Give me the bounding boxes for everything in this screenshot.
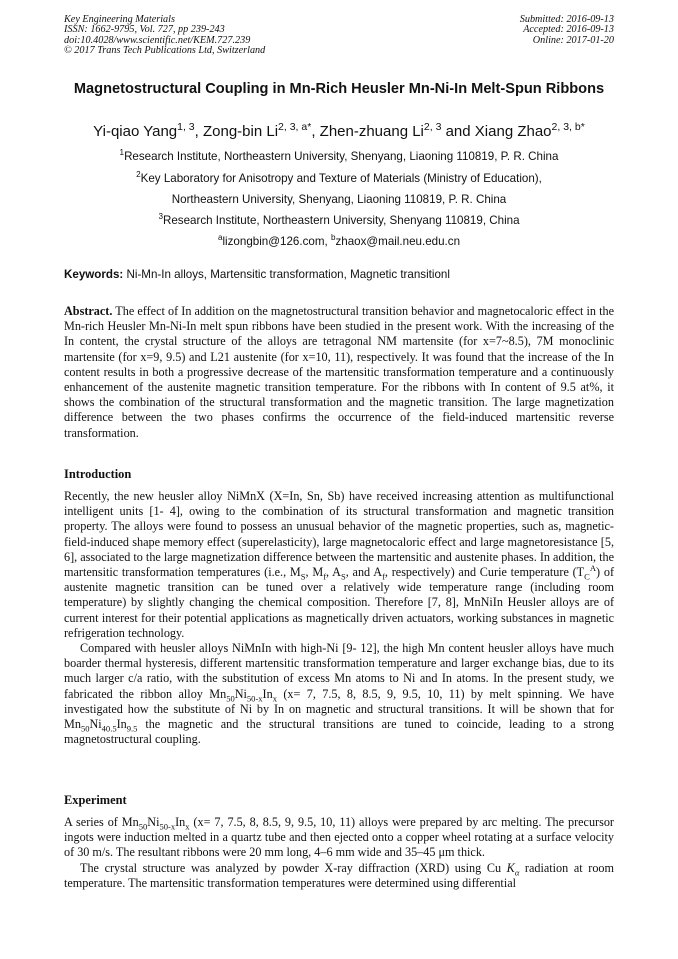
intro-paragraph-2: Compared with heusler alloys NiMnIn with high-Ni [9- 12], the high Mn content heusler alloys have much boarder thermal hysteresis, different martensitic transformation temperature and larger exchange bias, due to its much larger c/a ratio, with the substitution of excess Mn atoms to Ni and In atoms. In the present study, we fabricated the ribbon alloy $Mn_{50}Ni_{50-x}In_x$ (x= 7, 7.5, 8, 8.5, 9, 9.5, 10, 11) by melt spinning. We have investigated how the substitute of Ni by In on magnetic and structural transitions. It will be shown that for $Mn_{50}Ni_{40.5}In_{9.5}$ the magnetic and the structural transitions are tuned to coincide, leading to a strong magnetostructural coupling. bbox=[64, 641, 614, 747]
affiliation-2 bbox=[40, 172, 638, 186]
author-list bbox=[40, 123, 638, 141]
email-marker: b bbox=[330, 233, 336, 243]
affiliation-text: Research Institute, Northeastern University, Shenyang 110819, China bbox=[162, 214, 520, 227]
author-affiliation-sup: 2, 3, b* bbox=[551, 121, 585, 133]
affiliation-marker: 1 bbox=[119, 148, 125, 158]
author-name: Zong-bin Li bbox=[202, 123, 279, 140]
author-affiliation-sup: 2, 3, a* bbox=[278, 121, 312, 133]
experiment-paragraph-1: A series of $Mn_{50}Ni_{50-x}In_x$ (x= 7, 7.5, 8, 8.5, 9, 9.5, 10, 11) alloys were prepared by arc melting. The precursor ingots were induction melted in a quartz tube and then ejected onto a copper wheel rotating at a surface velocity of 30 m/s. The resultant ribbons were 20 mm long, 4–6 mm wide and 35–45 μm thick. bbox=[64, 815, 614, 860]
affiliation-marker: 2 bbox=[136, 170, 141, 180]
introduction-body bbox=[64, 489, 614, 747]
copyright: © 2017 Trans Tech Publications Ltd, Switzerland bbox=[64, 45, 266, 57]
affiliation-3 bbox=[40, 214, 638, 228]
author-affiliation-sup: 1, 3 bbox=[177, 121, 195, 133]
journal-name: Key Engineering Materials bbox=[64, 14, 175, 25]
affiliation-marker: 3 bbox=[158, 212, 163, 222]
affiliation-1 bbox=[40, 150, 638, 164]
abstract-label: Abstract. bbox=[64, 304, 113, 318]
email-b: zhaox@mail.neu.edu.cn bbox=[335, 235, 461, 248]
accepted-date: Accepted: 2016-09-13 bbox=[523, 24, 614, 36]
dates-header bbox=[520, 15, 614, 46]
intro-paragraph-1: Recently, the new heusler alloy NiMnX (X=In, Sn, Sb) have received increasing attention as multifunctional intelligent units [1- 4], owing to the combination of its structural transformation and magnetic transition property. The alloys were found to possess an unusual behavior of the magnetic properties, such as, magnetic-field-induced shape memory effect (superelasticity), large magnetocaloric effect and large magnetoresistance [5, 6], associated to the large magnetization difference between the martensitic and austenite phases. In addition, the martensitic transformation temperatures (i.e., $M_S$, $M_f$, $A_S$, and $A_f$, respectively) and Curie temperature $(T_C^A)$ of austenite magnetic transition can be tuned over a relatively wide temperature range (including room temperature) by slightly changing the chemical composition. Therefore [7, 8], MnNiIn Heusler alloys are of current interest for their potential applications as magnetically driven actuators, working substances in magnetic refrigeration technology. bbox=[64, 489, 614, 640]
affiliation-2-cont: Northeastern University, Shenyang, Liaoning 110819, P. R. China bbox=[171, 193, 507, 206]
experiment-heading: Experiment bbox=[64, 793, 127, 807]
journal-header bbox=[64, 15, 265, 57]
author-separator: , bbox=[194, 123, 203, 140]
keywords-label: Keywords: bbox=[64, 268, 124, 281]
keywords bbox=[64, 268, 614, 282]
issn: ISSN: 1662-9795, Vol. 727, pp 239-243 bbox=[64, 24, 225, 36]
introduction-heading: Introduction bbox=[64, 467, 132, 481]
online-date: Online: 2017-01-20 bbox=[532, 34, 614, 46]
author-name: Yi-qiao Yang bbox=[93, 123, 178, 140]
email-a: lizongbin@126.com, bbox=[222, 235, 331, 248]
paper-title: Magnetostructural Coupling in Mn-Rich Heusler Mn-Ni-In Melt-Spun Ribbons bbox=[73, 81, 605, 97]
author-name: Xiang Zhao bbox=[474, 123, 552, 140]
emails bbox=[40, 235, 638, 249]
author-separator: and bbox=[441, 123, 475, 140]
abstract-text: The effect of In addition on the magnetostructural transition behavior and magnetocaloric effect in the Mn-rich Heusler Mn-Ni-In melt spun ribbons have been studied in the present work. With the increasing of the In content, the crystal structure of the alloys are tetragonal NM martensite (for x=7~8.5), 7M monoclinic martensite (for x=9, 9.5) and L21 austenite (for x=10, 11), respectively. It was found that the increase of the In content results in both a progressive decrease of the martensitic transformation temperature and a continuously enhancement of the austenite magnetic transition temperature. For the ribbons with In content of 9.5 at%, it shows the combination of the structural transformation and the magnetic transition. The large magnetization difference between the two phases confirms the occurrence of the field-induced martensitic reverse transformation. bbox=[64, 304, 614, 440]
author-separator: , bbox=[311, 123, 320, 140]
keywords-text: Ni-Mn-In alloys, Martensitic transformation, Magnetic transitionl bbox=[123, 268, 450, 281]
affiliation-text: Research Institute, Northeastern University, Shenyang, Liaoning 110819, P. R. China bbox=[124, 150, 559, 163]
author-affiliation-sup: 2, 3 bbox=[423, 121, 442, 133]
submitted-date: Submitted: 2016-09-13 bbox=[519, 14, 614, 25]
experiment-paragraph-2: The crystal structure was analyzed by powder X-ray diffraction (XRD) using Cu $K_\alpha$ radiation at room temperature. The martensitic transformation temperatures were determined using differential bbox=[64, 860, 615, 890]
author-name: Zhen-zhuang Li bbox=[319, 123, 424, 140]
abstract bbox=[64, 304, 614, 441]
affiliation-text: Key Laboratory for Anisotropy and Texture of Materials (Ministry of Education), bbox=[140, 172, 542, 185]
email-marker: a bbox=[217, 233, 223, 243]
doi: doi:10.4028/www.scientific.net/KEM.727.239 bbox=[64, 34, 251, 46]
experiment-body bbox=[64, 815, 614, 891]
